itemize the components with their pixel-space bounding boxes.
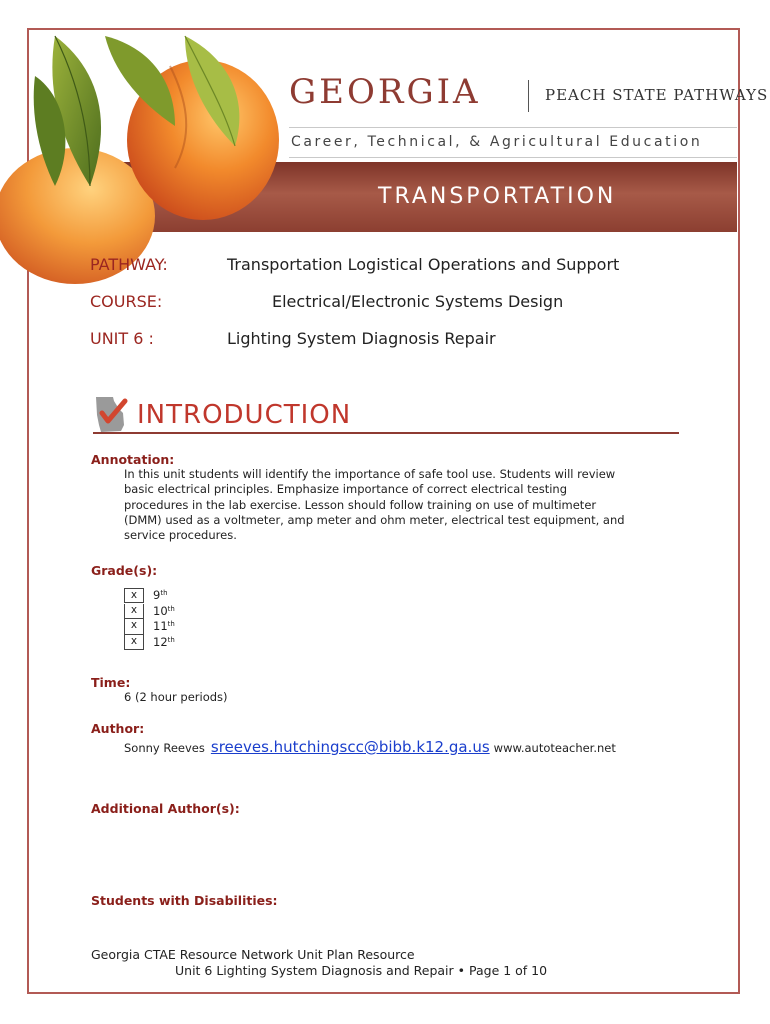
georgia-state-check-icon	[93, 395, 127, 433]
unit-value: Lighting System Diagnosis Repair	[227, 329, 496, 348]
peach-image	[35, 36, 290, 232]
time-heading: Time:	[91, 675, 131, 690]
grade-checkbox: x	[124, 619, 144, 635]
author-heading: Author:	[91, 721, 145, 736]
header-banner	[35, 36, 769, 232]
grade-label: 10th	[153, 603, 175, 618]
annotation-line: service procedures.	[124, 528, 237, 543]
intro-title: INTRODUCTION	[137, 400, 352, 430]
header-rule-top	[289, 127, 737, 128]
grades-heading: Grade(s):	[91, 563, 158, 578]
grade-checkbox: x	[124, 604, 144, 620]
logo-tagline: Career, Technical, & Agricultural Education	[291, 134, 703, 150]
logo-divider	[528, 80, 529, 112]
grade-label: 11th	[153, 619, 175, 633]
disabilities-heading: Students with Disabilities:	[91, 893, 278, 908]
author-website: www.autoteacher.net	[493, 741, 616, 755]
annotation-heading: Annotation:	[91, 452, 175, 467]
grade-checkbox: x	[124, 635, 144, 651]
course-value: Electrical/Electronic Systems Design	[272, 292, 564, 311]
pathway-label: PATHWAY:	[90, 255, 168, 274]
annotation-line: (DMM) used as a voltmeter, amp meter and ohm meter, electrical test equipment, and	[124, 512, 625, 527]
time-value: 6 (2 hour periods)	[124, 690, 228, 704]
band-title: TRANSPORTATION	[378, 184, 617, 209]
author-name: Sonny Reeves	[124, 741, 205, 755]
header-rule-bottom	[289, 157, 737, 158]
footer-line-2: Unit 6 Lighting System Diagnosis and Repair • Page 1 of 10	[175, 963, 548, 978]
footer-line-1: Georgia CTAE Resource Network Unit Plan Resource	[91, 947, 415, 962]
author-line	[124, 737, 616, 756]
logo-georgia: GEORGIA	[289, 72, 481, 112]
annotation-line: basic electrical principles. Emphasize importance of correct electrical testing	[124, 482, 568, 497]
course-label: COURSE:	[90, 292, 163, 311]
additional-authors-heading: Additional Author(s):	[91, 801, 240, 816]
logo-pathways: PEACH STATE PATHWAYS	[545, 86, 769, 104]
author-email-link[interactable]: sreeves.hutchingscc@bibb.k12.ga.us	[210, 738, 490, 756]
intro-rule	[93, 432, 679, 434]
annotation-line: In this unit students will identify the importance of safe tool use. Students will review	[124, 467, 616, 481]
grade-checkbox: x	[124, 588, 144, 603]
unit-label: UNIT 6 :	[90, 329, 154, 348]
annotation-line: procedures in the lab exercise. Lesson should follow training on use of multimeter	[124, 497, 597, 512]
grade-label: 12th	[153, 634, 175, 649]
annotation-text	[124, 467, 625, 543]
grade-label: 9th	[153, 588, 168, 602]
pathway-value: Transportation Logistical Operations and Support	[227, 255, 620, 274]
